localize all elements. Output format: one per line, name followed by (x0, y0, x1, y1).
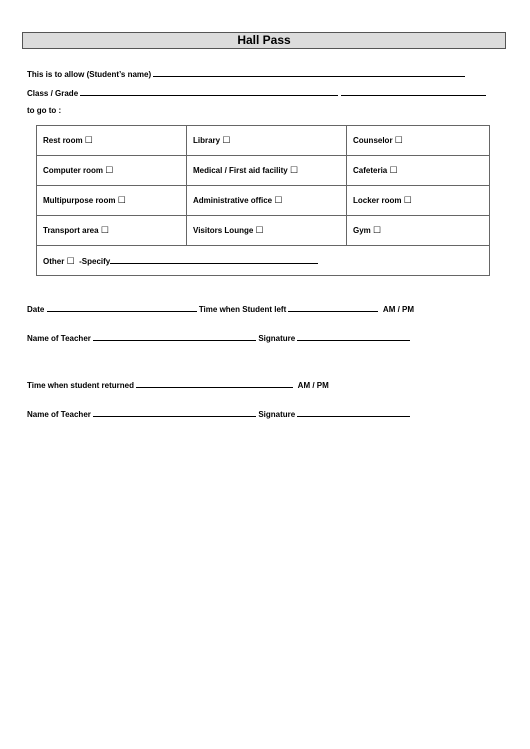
checkbox-icon[interactable]: ☐ (222, 135, 231, 145)
teacher-label: Name of Teacher (27, 334, 91, 343)
option-administrative-office[interactable]: Administrative office ☐ (187, 186, 347, 216)
checkbox-icon[interactable]: ☐ (66, 255, 75, 266)
student-name-label: This is to allow (Student’s name) (27, 70, 152, 79)
option-other[interactable]: Other ☐ -Specify (37, 246, 490, 276)
signature-label: Signature (258, 410, 296, 419)
specify-field[interactable] (110, 255, 318, 264)
option-computer-room[interactable]: Computer room ☐ (37, 156, 187, 186)
option-visitors-lounge[interactable]: Visitors Lounge ☐ (187, 216, 347, 246)
option-locker-room[interactable]: Locker room ☐ (347, 186, 490, 216)
time-left-field[interactable] (288, 303, 378, 312)
table-row (37, 246, 490, 276)
date-field[interactable] (47, 303, 197, 312)
option-multipurpose-room[interactable]: Multipurpose room ☐ (37, 186, 187, 216)
teacher-name-field[interactable] (93, 408, 256, 417)
teacher-label: Name of Teacher (27, 410, 91, 419)
checkbox-icon[interactable]: ☐ (274, 195, 283, 205)
checkbox-icon[interactable]: ☐ (403, 195, 412, 205)
checkbox-icon[interactable]: ☐ (105, 165, 114, 175)
time-returned-label: Time when student returned (27, 381, 134, 390)
checkbox-icon[interactable]: ☐ (394, 135, 403, 145)
checkbox-icon[interactable]: ☐ (84, 135, 93, 145)
option-library[interactable]: Library ☐ (187, 126, 347, 156)
signature-field[interactable] (297, 408, 410, 417)
teacher-name-field[interactable] (93, 332, 256, 341)
teacher-row-2 (27, 408, 410, 419)
class-grade-field-2[interactable] (341, 87, 486, 96)
checkbox-icon[interactable]: ☐ (255, 225, 264, 235)
date-label: Date (27, 305, 45, 314)
checkbox-icon[interactable]: ☐ (289, 165, 299, 175)
checkbox-icon[interactable]: ☐ (389, 165, 398, 175)
class-grade-row (27, 87, 486, 98)
checkbox-icon[interactable]: ☐ (117, 195, 126, 205)
option-transport-area[interactable]: Transport area ☐ (37, 216, 187, 246)
signature-label: Signature (258, 334, 296, 343)
time-returned-row (27, 379, 329, 390)
time-returned-field[interactable] (136, 379, 293, 388)
checkbox-icon[interactable]: ☐ (100, 225, 109, 235)
page-title: Hall Pass (22, 32, 506, 49)
class-grade-field[interactable] (80, 87, 338, 96)
student-name-row (27, 68, 465, 79)
checkbox-icon[interactable]: ☐ (373, 225, 382, 235)
class-grade-label: Class / Grade (27, 89, 79, 98)
option-rest-room[interactable]: Rest room ☐ (37, 126, 187, 156)
time-left-label: Time when Student left (198, 305, 287, 314)
date-row (27, 303, 414, 314)
signature-field[interactable] (297, 332, 410, 341)
time-left-ampm: AM / PM (382, 305, 415, 314)
table-row (37, 216, 490, 246)
table-row (37, 126, 490, 156)
option-counselor[interactable]: Counselor ☐ (347, 126, 490, 156)
go-to-label: to go to : (27, 106, 62, 115)
destination-table (36, 125, 490, 276)
table-row (37, 186, 490, 216)
specify-label: -Specify (79, 256, 111, 266)
option-cafeteria[interactable]: Cafeteria ☐ (347, 156, 490, 186)
student-name-field[interactable] (153, 68, 465, 77)
option-medical[interactable]: Medical / First aid facility ☐ (187, 156, 347, 186)
time-returned-ampm: AM / PM (297, 381, 329, 390)
table-row (37, 156, 490, 186)
teacher-row-1 (27, 332, 410, 343)
option-gym[interactable]: Gym ☐ (347, 216, 490, 246)
